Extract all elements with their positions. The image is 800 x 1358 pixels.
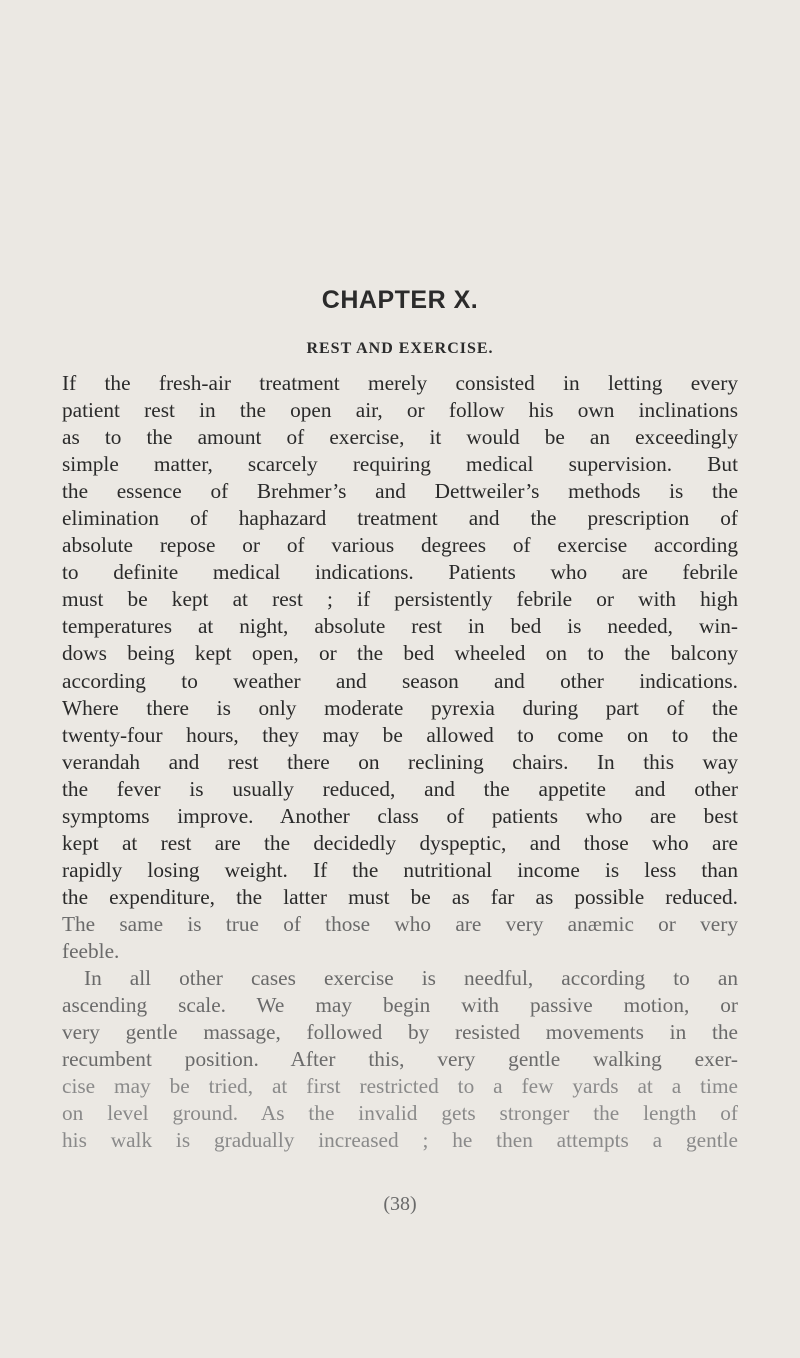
text-line: the fever is usually reduced, and the appetite and other <box>62 776 738 801</box>
chapter-title: CHAPTER X. <box>321 286 479 314</box>
text-line: as to the amount of exercise, it would be an exceedingly <box>62 425 738 450</box>
text-line: must be kept at rest ; if persistently febrile or with high <box>62 587 738 612</box>
text-line: on level ground. As the invalid gets stronger the length of <box>62 1101 738 1126</box>
text-line: recumbent position. After this, very gentle walking exer- <box>62 1047 738 1072</box>
page-number: (38) <box>383 1193 417 1215</box>
text-line: symptoms improve. Another class of patients who are best <box>62 803 738 828</box>
text-line: dows being kept open, or the bed wheeled on to the balcony <box>62 641 738 666</box>
section-title: REST AND EXERCISE. <box>306 340 494 357</box>
paragraph-2 <box>62 965 738 1154</box>
text-line: feeble. <box>62 938 120 963</box>
text-line: according to weather and season and other indications. <box>62 668 738 693</box>
text-line: If the fresh-air treatment merely consisted in letting every <box>62 371 738 395</box>
text-line: simple matter, scarcely requiring medical supervision. But <box>62 452 738 477</box>
text-line: to definite medical indications. Patients who are febrile <box>62 560 738 585</box>
text-line: kept at rest are the decidedly dyspeptic, and those who are <box>62 830 738 855</box>
text-line: the expenditure, the latter must be as far as possible reduced. <box>62 884 738 909</box>
text-line: twenty-four hours, they may be allowed to come on to the <box>62 722 738 747</box>
text-line: ascending scale. We may begin with passive motion, or <box>62 993 738 1018</box>
text-line: cise may be tried, at first restricted to a few yards at a time <box>62 1074 738 1099</box>
text-line: the essence of Brehmer’s and Dettweiler’s methods is the <box>62 479 738 504</box>
text-line: elimination of haphazard treatment and the prescription of <box>62 506 738 531</box>
text-line: temperatures at night, absolute rest in bed is needed, win- <box>62 614 738 639</box>
paragraph-1 <box>62 370 738 965</box>
text-line: very gentle massage, followed by resisted movements in the <box>62 1020 738 1045</box>
text-line: patient rest in the open air, or follow his own inclinations <box>62 398 738 423</box>
text-line: In all other cases exercise is needful, according to an <box>84 966 738 991</box>
text-line: Where there is only moderate pyrexia during part of the <box>62 695 738 720</box>
text-line: The same is true of those who are very anæmic or very <box>62 911 738 936</box>
body-text <box>62 370 738 1154</box>
text-line: verandah and rest there on reclining chairs. In this way <box>62 749 738 774</box>
text-line: absolute repose or of various degrees of exercise according <box>62 533 738 558</box>
text-line: his walk is gradually increased ; he then attempts a gentle <box>62 1128 738 1153</box>
text-line: rapidly losing weight. If the nutritional income is less than <box>62 857 738 882</box>
